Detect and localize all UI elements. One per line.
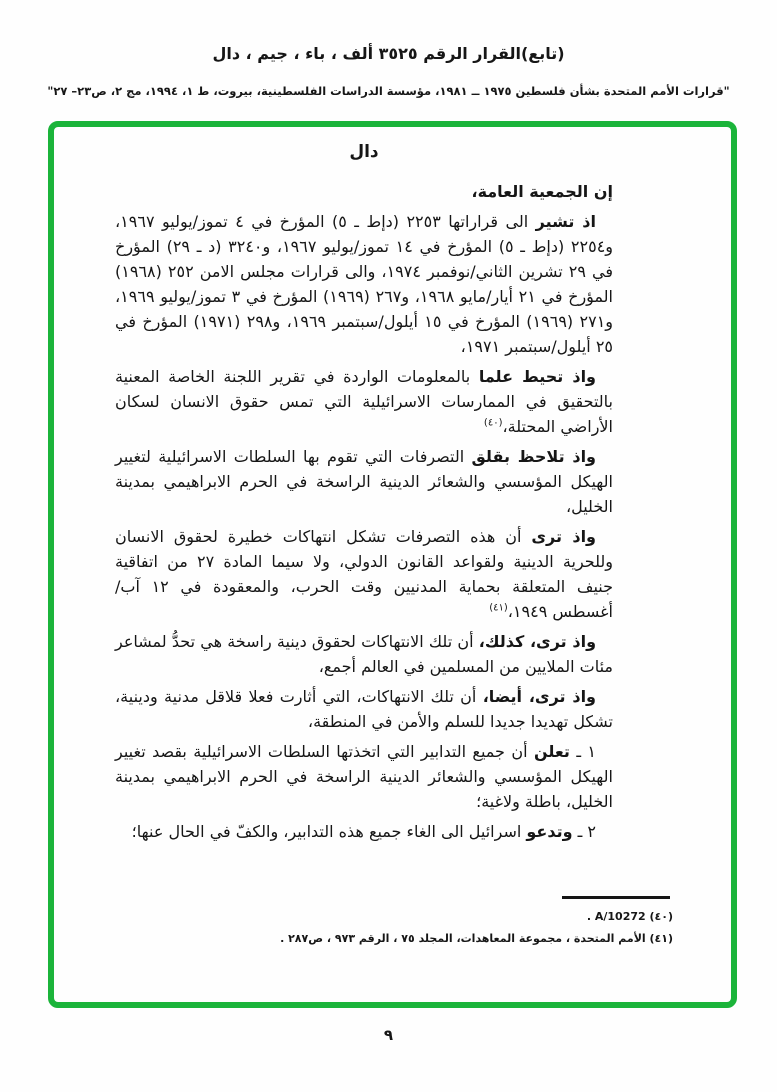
- paragraph-lead: وتدعو: [526, 822, 573, 841]
- paragraph-lead: واذ ترى، كذلك،: [478, 632, 597, 651]
- paragraph-body: أن جميع التدابير التي اتخذتها السلطات الاسرائيلية بقصد تغيير الهيكل المؤسسي والشعائر الدينية الراسخة في الحرم الابراهيمي بمدينة الخليل، باطلة ولاغية؛: [115, 742, 613, 811]
- paragraph-body: التصرفات التي تقوم بها السلطات الاسرائيلية لتغيير الهيكل المؤسسي والشعائر الدينية الراسخة في الحرم الابراهيمي بمدينة الخليل،: [115, 447, 613, 516]
- paragraph-lead: واذ ترى، أيضا،: [482, 687, 597, 706]
- paragraph-number: ٢ ـ: [572, 822, 596, 841]
- footnotes-section: [193, 896, 673, 950]
- document-body: [115, 140, 613, 849]
- paragraph-lead: واذ تلاحظ بقلق: [471, 447, 596, 466]
- paragraph-recalling: [115, 209, 613, 359]
- footnote-41: (٤١) الأمم المتحدة ، مجموعة المعاهدات، المجلد ٧٥ ، الرقم ٩٧٣ ، ص٢٨٧ .: [280, 932, 673, 945]
- paragraph-considering: [115, 524, 613, 624]
- paragraph-taking-note: [115, 364, 613, 439]
- footnote-separator: [562, 896, 670, 899]
- paragraph-lead: واذ تحيط علما: [478, 367, 596, 386]
- page-number: ٩: [383, 1026, 394, 1044]
- paragraph-considering-further: [115, 684, 613, 734]
- paragraph-body: بالمعلومات الواردة في تقرير اللجنة الخاصة المعنية بالتحقيق في الممارسات الاسرائيلية التي تمس حقوق الانسان لسكان الأراضي المحتلة،: [115, 367, 613, 436]
- paragraph-lead: تعلن: [533, 742, 570, 761]
- header-title: (تابع)القرار الرقم ٣٥٢٥ ألف ، باء ، جيم ، دال: [212, 44, 565, 63]
- paragraph-lead: واذ ترى: [531, 527, 596, 546]
- header-source-citation: "قرارات الأمم المتحدة بشأن فلسطين ١٩٧٥ ــ ١٩٨١، مؤسسة الدراسات الفلسطينية، بيروت، ط ١، ١٩٩٤، مج ٢، ص٢٣– ٢٧": [47, 84, 730, 98]
- footnote-ref: (٤١): [489, 602, 508, 614]
- paragraph-body: أن تلك الانتهاكات، التي أثارت فعلا قلاقل مدنية ودينية، تشكل تهديدا جديدا للسلم والأمن في المنطقة،: [115, 687, 613, 731]
- paragraph-lead: إن الجمعية العامة،: [471, 182, 613, 201]
- paragraph-preamble: [115, 179, 613, 204]
- paragraph-operative-1: [115, 739, 613, 814]
- paragraph-body: اسرائيل الى الغاء جميع هذه التدابير، والكفّ في الحال عنها؛: [131, 822, 527, 841]
- footnote-40: (٤٠) A/10272 .: [586, 910, 673, 923]
- paragraph-body: أن هذه التصرفات تشكل انتهاكات خطيرة لحقوق الانسان وللحرية الدينية ولقواعد القانون الدولي، ولا سيما المادة ٢٧ من اتفاقية جنيف المتعلقة بحماية المدنيين وقت الحرب، والمعقودة في ١٢ آب/أغسطس ١٩٤٩،: [115, 527, 614, 621]
- paragraph-operative-2: [115, 819, 613, 844]
- paragraph-body: الى قراراتها ٢٢٥٣ (دإط ـ ٥) المؤرخ في ٤ تموز/يوليو ١٩٦٧، و٢٢٥٤ (دإط ـ ٥) المؤرخ في ١٤ تموز/يوليو ١٩٦٧، و٣٢٤٠ (د ـ ٢٩) المؤرخ في ٢٩ تشرين الثاني/نوفمبر ١٩٧٤، والى قرارات مجلس الامن ٢٥٢ (١٩٦٨) المؤرخ في ٢١ أيار/مايو ١٩٦٨، و٢٦٧ (١٩٦٩) المؤرخ في ٣ تموز/يوليو ١٩٦٩، و٢٧١ (١٩٦٩) المؤرخ في ١٥ أيلول/سبتمبر ١٩٦٩، و٢٩٨ (١٩٧١) المؤرخ في ٢٥ أيلول/سبتمبر ١٩٧١،: [115, 212, 614, 356]
- paragraph-noting-concern: [115, 444, 613, 519]
- paragraph-number: ١ ـ: [569, 742, 597, 761]
- footnote-ref: (٤٠): [483, 417, 503, 429]
- paragraph-lead: اذ تشير: [535, 212, 597, 231]
- paragraph-considering-also: [115, 629, 613, 679]
- paragraph-body: أن تلك الانتهاكات لحقوق دينية راسخة هي تحدُّ لمشاعر مئات الملايين من المسلمين في العالم أجمع،: [115, 632, 613, 676]
- section-heading: دال: [349, 142, 379, 162]
